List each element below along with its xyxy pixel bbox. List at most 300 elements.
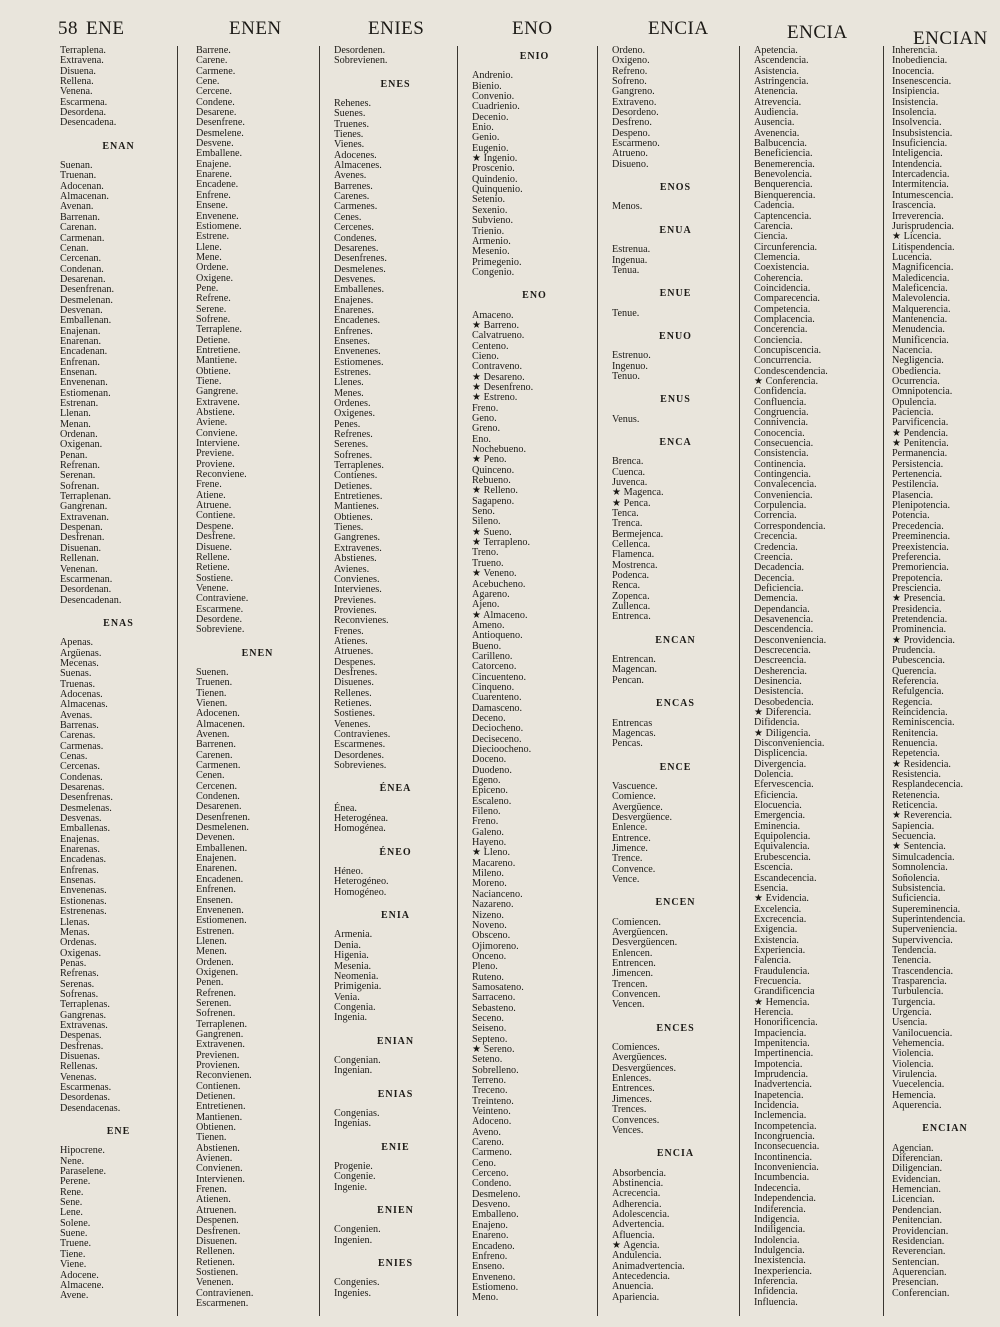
word-entry: Nizeno. bbox=[472, 909, 504, 921]
word-entry: Malevolencia. bbox=[892, 293, 950, 305]
word-entry: Menudencia. bbox=[892, 324, 945, 336]
word-entry: Barrenan. bbox=[60, 211, 100, 223]
running-head-6: ENCIA bbox=[787, 22, 848, 43]
word-entry: Sofrenen. bbox=[196, 1008, 236, 1020]
word-entry: Zullenca. bbox=[612, 601, 651, 613]
word-entry: Somnolencia. bbox=[892, 862, 948, 874]
word-entry: Congenien. bbox=[334, 1224, 381, 1236]
running-head-4: ENO bbox=[512, 18, 553, 39]
word-entry: Incidencia. bbox=[754, 1100, 799, 1112]
word-entry: Desenfrenen. bbox=[196, 811, 251, 823]
word-entry: Sobrelleno. bbox=[472, 1064, 519, 1076]
word-entry: Estrenua. bbox=[612, 244, 651, 256]
word-entry: Estrenenas. bbox=[60, 906, 107, 918]
word-entry: Advertencia. bbox=[612, 1219, 665, 1231]
word-entry: Plenipotencia. bbox=[892, 500, 950, 512]
word-entry: Abstiene. bbox=[196, 407, 235, 419]
word-entry: Venenan. bbox=[60, 563, 98, 575]
section-heading: ENEN bbox=[241, 647, 274, 659]
word-entry: Comparecencia. bbox=[754, 293, 820, 305]
word-entry: Vuecelencia. bbox=[892, 1079, 945, 1091]
word-entry: Rellenan. bbox=[60, 553, 99, 565]
word-entry: Condescendencia. bbox=[754, 365, 828, 377]
word-entry: Excelencia. bbox=[754, 903, 802, 915]
word-entry: Simulcadencia. bbox=[892, 851, 955, 863]
word-entry: Noveno. bbox=[472, 919, 507, 931]
section-heading: ENIE bbox=[381, 1141, 410, 1153]
word-entry: Escencia. bbox=[754, 862, 793, 874]
word-entry: Suene. bbox=[60, 1228, 88, 1240]
word-entry: Treinteno. bbox=[472, 1095, 514, 1107]
word-entry: Argüenas. bbox=[60, 647, 102, 659]
word-entry: Carilleno. bbox=[472, 650, 513, 662]
word-entry: Serenes. bbox=[334, 439, 369, 451]
section-heading: ENCIA bbox=[656, 1148, 695, 1160]
word-entry: Terraplena. bbox=[60, 46, 106, 56]
word-entry: Atruenen. bbox=[196, 1204, 237, 1216]
word-entry: Terraplenan. bbox=[60, 491, 112, 503]
word-entry: Enfrenas. bbox=[60, 864, 99, 876]
page-header bbox=[0, 14, 1000, 48]
word-entry: Cinqueno. bbox=[472, 681, 515, 693]
word-entry: Enveneno. bbox=[472, 1271, 516, 1283]
word-entry: Credencia. bbox=[754, 541, 798, 553]
word-section bbox=[612, 763, 739, 886]
word-entry: Carene. bbox=[196, 55, 228, 67]
word-entry: Estrenes. bbox=[334, 366, 372, 378]
word-section bbox=[60, 1127, 177, 1302]
word-entry: ★ Peno. bbox=[472, 454, 507, 466]
word-entry: Jimence. bbox=[612, 842, 648, 854]
word-entry: Exigencia. bbox=[754, 924, 798, 936]
word-entry: Solene. bbox=[60, 1217, 91, 1229]
word-entry: Inadvertencia. bbox=[754, 1079, 812, 1091]
word-entry: Corpulencia. bbox=[754, 500, 807, 512]
word-entry: Cercenan. bbox=[60, 253, 102, 265]
word-entry: Equivalencia. bbox=[754, 841, 810, 853]
word-entry: Neomenia. bbox=[334, 970, 379, 982]
word-entry: Quinquenio. bbox=[472, 184, 523, 196]
word-entry: Llenas. bbox=[60, 916, 90, 928]
word-entry: Sobrevienes. bbox=[334, 760, 387, 772]
word-entry: Inteligencia. bbox=[892, 148, 943, 160]
word-section bbox=[196, 649, 319, 1310]
word-entry: Maleficencia. bbox=[892, 282, 948, 294]
word-entry: Desvene. bbox=[196, 138, 234, 150]
word-entry: Heterogéneo. bbox=[334, 876, 389, 888]
word-entry: Desarenan. bbox=[60, 273, 106, 285]
word-entry: Truenas. bbox=[60, 678, 95, 690]
word-entry: ★ Providencia. bbox=[892, 634, 955, 646]
word-entry: Nacianceno. bbox=[472, 888, 523, 900]
word-entry: Condenas. bbox=[60, 771, 103, 783]
word-entry: Independencia. bbox=[754, 1193, 816, 1205]
word-entry: Desmelenan. bbox=[60, 294, 113, 306]
word-entry: Escarmeno. bbox=[612, 138, 660, 150]
word-entry: Pencas. bbox=[612, 738, 643, 750]
word-entry: Venena. bbox=[60, 86, 93, 98]
word-entry: Carmenas. bbox=[60, 740, 104, 752]
word-entry: ★ Desenfreno. bbox=[472, 381, 534, 393]
word-entry: Extraveno. bbox=[612, 96, 657, 108]
word-entry: Indolencia. bbox=[754, 1234, 800, 1246]
word-entry: Diferencian. bbox=[892, 1153, 943, 1165]
word-entry: Comiences. bbox=[612, 1042, 660, 1054]
word-entry: Escarmene. bbox=[196, 603, 244, 615]
word-entry: Desveno. bbox=[472, 1199, 511, 1211]
section-heading: ENUS bbox=[660, 394, 691, 406]
word-entry: Desarenen. bbox=[196, 801, 242, 813]
word-entry: Excrecencia. bbox=[754, 913, 807, 925]
section-heading: ENIEN bbox=[377, 1205, 414, 1216]
word-entry: Afluencia. bbox=[612, 1229, 655, 1241]
word-entry: Incontinencia. bbox=[754, 1151, 812, 1163]
word-entry: Pretendencia. bbox=[892, 613, 948, 625]
word-entry: Treceno. bbox=[472, 1085, 508, 1097]
word-entry: Inherencia. bbox=[892, 46, 938, 56]
word-entry: Disuenen. bbox=[196, 1235, 238, 1247]
word-entry: Mesenia. bbox=[334, 960, 372, 972]
word-entry: Desconveniencia. bbox=[754, 634, 827, 646]
word-entry: Agencian. bbox=[892, 1142, 934, 1154]
word-entry: Ocurrencia. bbox=[892, 376, 940, 387]
word-entry: Maledicencia. bbox=[892, 272, 950, 284]
word-entry: Onceno. bbox=[472, 950, 507, 962]
word-entry: Sileno. bbox=[472, 516, 501, 528]
word-entry: Estiomenes. bbox=[334, 356, 384, 368]
word-entry: ★ Sereno. bbox=[472, 1043, 515, 1055]
word-section bbox=[612, 183, 739, 213]
word-entry: Ensenes. bbox=[334, 335, 370, 347]
word-entry: Despenas. bbox=[60, 1030, 102, 1042]
word-entry: Viene. bbox=[60, 1259, 87, 1271]
word-entry: Contingencia. bbox=[754, 469, 811, 481]
word-entry: Eficiencia. bbox=[754, 789, 798, 801]
word-entry: Secuencia. bbox=[892, 831, 936, 843]
word-entry: ★ Barreno. bbox=[472, 319, 520, 331]
word-entry: Atrevencia. bbox=[754, 96, 802, 108]
word-entry: Suficiencia. bbox=[892, 893, 941, 905]
word-entry: Aquerencia. bbox=[892, 1100, 942, 1112]
word-entry: Indigencia. bbox=[754, 1213, 800, 1225]
word-section bbox=[612, 289, 739, 319]
word-entry: Serene. bbox=[196, 303, 227, 315]
word-entry: Nochebueno. bbox=[472, 444, 527, 456]
word-entry: Terraplenas. bbox=[60, 999, 110, 1011]
word-entry: Entrences. bbox=[612, 1083, 655, 1095]
word-entry: Desfrenen. bbox=[196, 1225, 241, 1237]
section-heading: ENUA bbox=[659, 224, 692, 236]
word-entry: Terraplenes. bbox=[334, 460, 384, 472]
word-entry: Insuficiencia. bbox=[892, 138, 948, 150]
word-entry: Resplandecencia. bbox=[892, 779, 963, 791]
word-entry: Refrenes. bbox=[334, 429, 373, 441]
word-entry: Seceno. bbox=[472, 1012, 504, 1024]
word-entry: Apariencia. bbox=[612, 1291, 660, 1303]
word-section bbox=[334, 46, 457, 67]
word-entry: Barrenen. bbox=[196, 739, 236, 751]
word-entry: Tienes. bbox=[334, 129, 364, 141]
word-entry: Héneo. bbox=[334, 866, 364, 878]
word-entry: Entretiene. bbox=[196, 344, 241, 356]
word-entry: Enlencen. bbox=[612, 947, 653, 959]
word-entry: Vence. bbox=[612, 873, 640, 885]
word-entry: Treno. bbox=[472, 547, 499, 559]
word-entry: Paraselene. bbox=[60, 1166, 107, 1178]
word-entry: ★ Residencia. bbox=[892, 758, 951, 770]
word-entry: Desordenan. bbox=[60, 584, 112, 596]
word-entry: Detiene. bbox=[196, 334, 231, 346]
word-entry: Mostrenca. bbox=[612, 559, 658, 571]
word-section bbox=[612, 46, 739, 170]
word-entry: Tiene. bbox=[60, 1248, 86, 1260]
word-entry: Carenes. bbox=[334, 191, 370, 203]
word-entry: Pencan. bbox=[612, 674, 644, 686]
word-entry: Dependancia. bbox=[754, 603, 810, 615]
word-entry: Ingenuo. bbox=[612, 360, 648, 372]
word-entry: Residencian. bbox=[892, 1235, 945, 1247]
word-entry: Atrueno. bbox=[612, 148, 648, 160]
word-entry: Contiene. bbox=[196, 510, 236, 522]
word-entry: Renitencia. bbox=[892, 727, 939, 739]
word-entry: Inconsecuencia. bbox=[754, 1141, 820, 1153]
word-entry: Hemencian. bbox=[892, 1184, 941, 1196]
word-entry: Truenes. bbox=[334, 118, 369, 130]
word-entry: Reverencian. bbox=[892, 1246, 946, 1258]
word-entry: Menes. bbox=[334, 387, 364, 399]
word-entry: Grandificencia bbox=[754, 986, 815, 998]
word-entry: Oxigenen. bbox=[196, 966, 239, 978]
word-entry: Almacene. bbox=[60, 1279, 104, 1291]
word-entry: Sofrenan. bbox=[60, 480, 100, 492]
word-entry: Enajenen. bbox=[196, 853, 237, 865]
word-entry: Turbulencia. bbox=[892, 986, 944, 998]
word-entry: Estiomene. bbox=[196, 220, 242, 232]
word-section bbox=[334, 1090, 457, 1130]
word-entry: Trueno. bbox=[472, 557, 504, 569]
word-entry: Licencian. bbox=[892, 1194, 935, 1206]
word-entry: Nazareno. bbox=[472, 899, 514, 911]
word-entry: Ingenia. bbox=[334, 1012, 368, 1024]
word-entry: Negligencia. bbox=[892, 355, 944, 367]
word-entry: Renuencia. bbox=[892, 738, 938, 750]
word-entry: Enarenan. bbox=[60, 335, 102, 347]
word-entry: Venenas. bbox=[60, 1071, 97, 1083]
word-entry: Plasencia. bbox=[892, 489, 934, 501]
word-entry: Sostiene. bbox=[196, 572, 234, 584]
word-entry: Ameno. bbox=[472, 619, 505, 631]
word-entry: Enarenas. bbox=[60, 844, 100, 856]
word-entry: Congenias. bbox=[334, 1107, 380, 1119]
word-entry: Escarmena. bbox=[60, 96, 108, 108]
word-entry: Venenen. bbox=[196, 1277, 234, 1289]
word-entry: Insolvencia. bbox=[892, 117, 942, 129]
word-entry: Congenia. bbox=[334, 1001, 376, 1013]
page-number: 58 bbox=[58, 18, 78, 39]
word-entry: Venene. bbox=[196, 582, 229, 594]
word-entry: Encadenes. bbox=[334, 315, 381, 327]
word-entry: Supereminencia. bbox=[892, 903, 961, 915]
word-entry: Andrenio. bbox=[472, 70, 514, 82]
running-head-3: ENIES bbox=[368, 18, 425, 39]
word-entry: Quindenio. bbox=[472, 173, 518, 185]
word-entry: Enseno. bbox=[472, 1261, 505, 1273]
word-entry: Almacenes. bbox=[334, 160, 382, 172]
word-entry: Convencen. bbox=[612, 989, 661, 1001]
word-entry: Higenia. bbox=[334, 950, 369, 962]
word-entry: Retenencia. bbox=[892, 789, 940, 801]
word-entry: Desenfrene. bbox=[196, 117, 245, 129]
word-entry: Existencia. bbox=[754, 934, 799, 946]
word-entry: Convalecencia. bbox=[754, 479, 817, 491]
word-entry: Envenene. bbox=[196, 210, 239, 222]
word-entry: Soñolencia. bbox=[892, 872, 940, 884]
word-entry: Moreno. bbox=[472, 878, 507, 890]
word-entry: Pestilencia. bbox=[892, 479, 939, 491]
word-entry: Escaleno. bbox=[472, 795, 512, 807]
word-entry: Ascendencia. bbox=[754, 55, 809, 67]
word-entry: Correspondencia. bbox=[754, 520, 826, 532]
word-entry: Amaceno. bbox=[472, 309, 514, 321]
word-entry: Intendencia. bbox=[892, 158, 943, 170]
word-entry: Tienen. bbox=[196, 1132, 227, 1144]
word-entry: Adocenan. bbox=[60, 180, 104, 192]
word-entry: Ingenien. bbox=[334, 1234, 373, 1246]
word-entry: Despene. bbox=[196, 520, 234, 532]
word-entry: Jimencen. bbox=[612, 968, 654, 980]
word-entry: Providencian. bbox=[892, 1225, 949, 1237]
word-entry: ★ Lleno. bbox=[472, 847, 510, 859]
word-entry: Desfrenes. bbox=[334, 666, 378, 678]
word-entry: Encadenas. bbox=[60, 854, 107, 866]
word-entry: Omnipotencia. bbox=[892, 386, 953, 398]
word-entry: Obediencia. bbox=[892, 365, 941, 377]
word-entry: Desarenas. bbox=[60, 782, 105, 794]
word-entry: Cenen. bbox=[196, 770, 225, 782]
word-entry: Despeno. bbox=[612, 127, 651, 139]
word-entry: Pendencian. bbox=[892, 1204, 942, 1216]
word-entry: Precedencia. bbox=[892, 520, 944, 532]
word-entry: Impaciencia. bbox=[754, 1027, 807, 1039]
word-entry: Refrene. bbox=[196, 293, 231, 305]
word-entry: Entrencas bbox=[612, 717, 653, 729]
word-entry: Incumbencia. bbox=[754, 1172, 810, 1184]
word-entry: Crecencia. bbox=[754, 531, 798, 543]
word-entry: Coherencia. bbox=[754, 272, 803, 284]
word-entry: Correncia. bbox=[754, 510, 797, 522]
word-entry: Disuenes. bbox=[334, 677, 374, 689]
word-entry: Carmenan. bbox=[60, 232, 105, 244]
word-entry: Podenca. bbox=[612, 570, 650, 582]
word-entry: Extravenan. bbox=[60, 511, 109, 523]
word-entry: Emballenas. bbox=[60, 823, 111, 835]
word-section bbox=[472, 291, 597, 1303]
word-entry: Estrenen. bbox=[196, 925, 235, 937]
word-entry: Careno. bbox=[472, 1137, 504, 1149]
word-entry: Carenas. bbox=[60, 730, 96, 742]
word-entry: Damasceno. bbox=[472, 702, 523, 714]
word-entry: Atruene. bbox=[196, 500, 232, 512]
word-entry: Envenenen. bbox=[196, 904, 244, 916]
word-entry: Asistencia. bbox=[754, 65, 799, 77]
word-entry: Magencas. bbox=[612, 727, 656, 739]
word-entry: ★ Relleno. bbox=[472, 485, 518, 497]
word-section bbox=[612, 699, 739, 749]
word-entry: Trences. bbox=[612, 1104, 647, 1116]
word-entry: Refreno. bbox=[612, 65, 648, 77]
word-entry: Conocencia. bbox=[754, 427, 805, 439]
word-entry: Extravene. bbox=[196, 396, 240, 408]
word-entry: Escandecencia. bbox=[754, 872, 817, 884]
word-entry: Opulencia. bbox=[892, 396, 937, 408]
word-entry: Llenen. bbox=[196, 935, 227, 947]
word-entry: Penan. bbox=[60, 449, 88, 461]
word-entry: Usencia. bbox=[892, 1017, 928, 1029]
word-section bbox=[334, 1037, 457, 1077]
word-entry: Bienio. bbox=[472, 80, 502, 92]
word-entry: ★ Reverencia. bbox=[892, 810, 953, 822]
word-entry: Vehemencia. bbox=[892, 1038, 945, 1049]
word-entry: Calvatrueno. bbox=[472, 330, 525, 342]
word-entry: Impenitencia. bbox=[754, 1038, 810, 1049]
word-entry: Benevolencia. bbox=[754, 169, 812, 181]
word-entry: ★ Pendencia. bbox=[892, 427, 949, 439]
word-entry: Preeminencia. bbox=[892, 531, 950, 543]
word-entry: Irreverencia. bbox=[892, 210, 944, 222]
word-entry: Intermitencia. bbox=[892, 179, 949, 191]
word-entry: Agareno. bbox=[472, 588, 510, 600]
word-entry: Mesenio. bbox=[472, 246, 510, 258]
word-entry: Extravenes. bbox=[334, 542, 382, 554]
word-entry: Freno. bbox=[472, 402, 499, 414]
word-entry: Creencia. bbox=[754, 551, 793, 563]
word-entry: Gangrenen. bbox=[196, 1028, 244, 1040]
word-entry: Serenen. bbox=[196, 997, 232, 1009]
word-entry: Ingenian. bbox=[334, 1065, 373, 1077]
word-entry: Inclemencia. bbox=[754, 1110, 807, 1122]
word-entry: Captencencia. bbox=[754, 210, 812, 222]
word-entry: Encadenan. bbox=[60, 346, 108, 358]
word-entry: Mantenencia. bbox=[892, 313, 948, 325]
word-entry: Clemencia. bbox=[754, 251, 801, 263]
word-entry: Escarmenan. bbox=[60, 573, 113, 585]
word-entry: Acrecencia. bbox=[612, 1188, 661, 1200]
word-entry: Decenio. bbox=[472, 111, 509, 123]
word-entry: Entretienes. bbox=[334, 491, 383, 503]
word-entry: Ordenas. bbox=[60, 937, 97, 949]
word-section bbox=[754, 46, 883, 1308]
word-entry: Abstienen. bbox=[196, 1142, 240, 1154]
word-entry: Gangrenes. bbox=[334, 532, 381, 544]
word-entry: Suenan. bbox=[60, 160, 93, 172]
word-entry: ★ Licencia. bbox=[892, 231, 942, 243]
word-entry: Antioqueno. bbox=[472, 630, 523, 642]
word-entry: Enareno. bbox=[472, 1230, 509, 1242]
running-head-2: ENEN bbox=[229, 18, 282, 39]
word-entry: Desendacenas. bbox=[60, 1102, 121, 1114]
word-entry: Connivencia. bbox=[754, 417, 809, 429]
word-entry: Disueno. bbox=[612, 158, 649, 170]
word-section bbox=[472, 52, 597, 278]
word-section bbox=[60, 619, 177, 1114]
word-entry: Nacencia. bbox=[892, 344, 933, 356]
word-entry: Desordene. bbox=[196, 613, 243, 625]
running-head-5: ENCIA bbox=[648, 18, 709, 39]
word-entry: Samosateno. bbox=[472, 981, 524, 993]
word-entry: Gangrene. bbox=[196, 386, 239, 398]
word-entry: Contravienen. bbox=[196, 1287, 254, 1299]
word-entry: Bienquerencia. bbox=[754, 189, 816, 201]
